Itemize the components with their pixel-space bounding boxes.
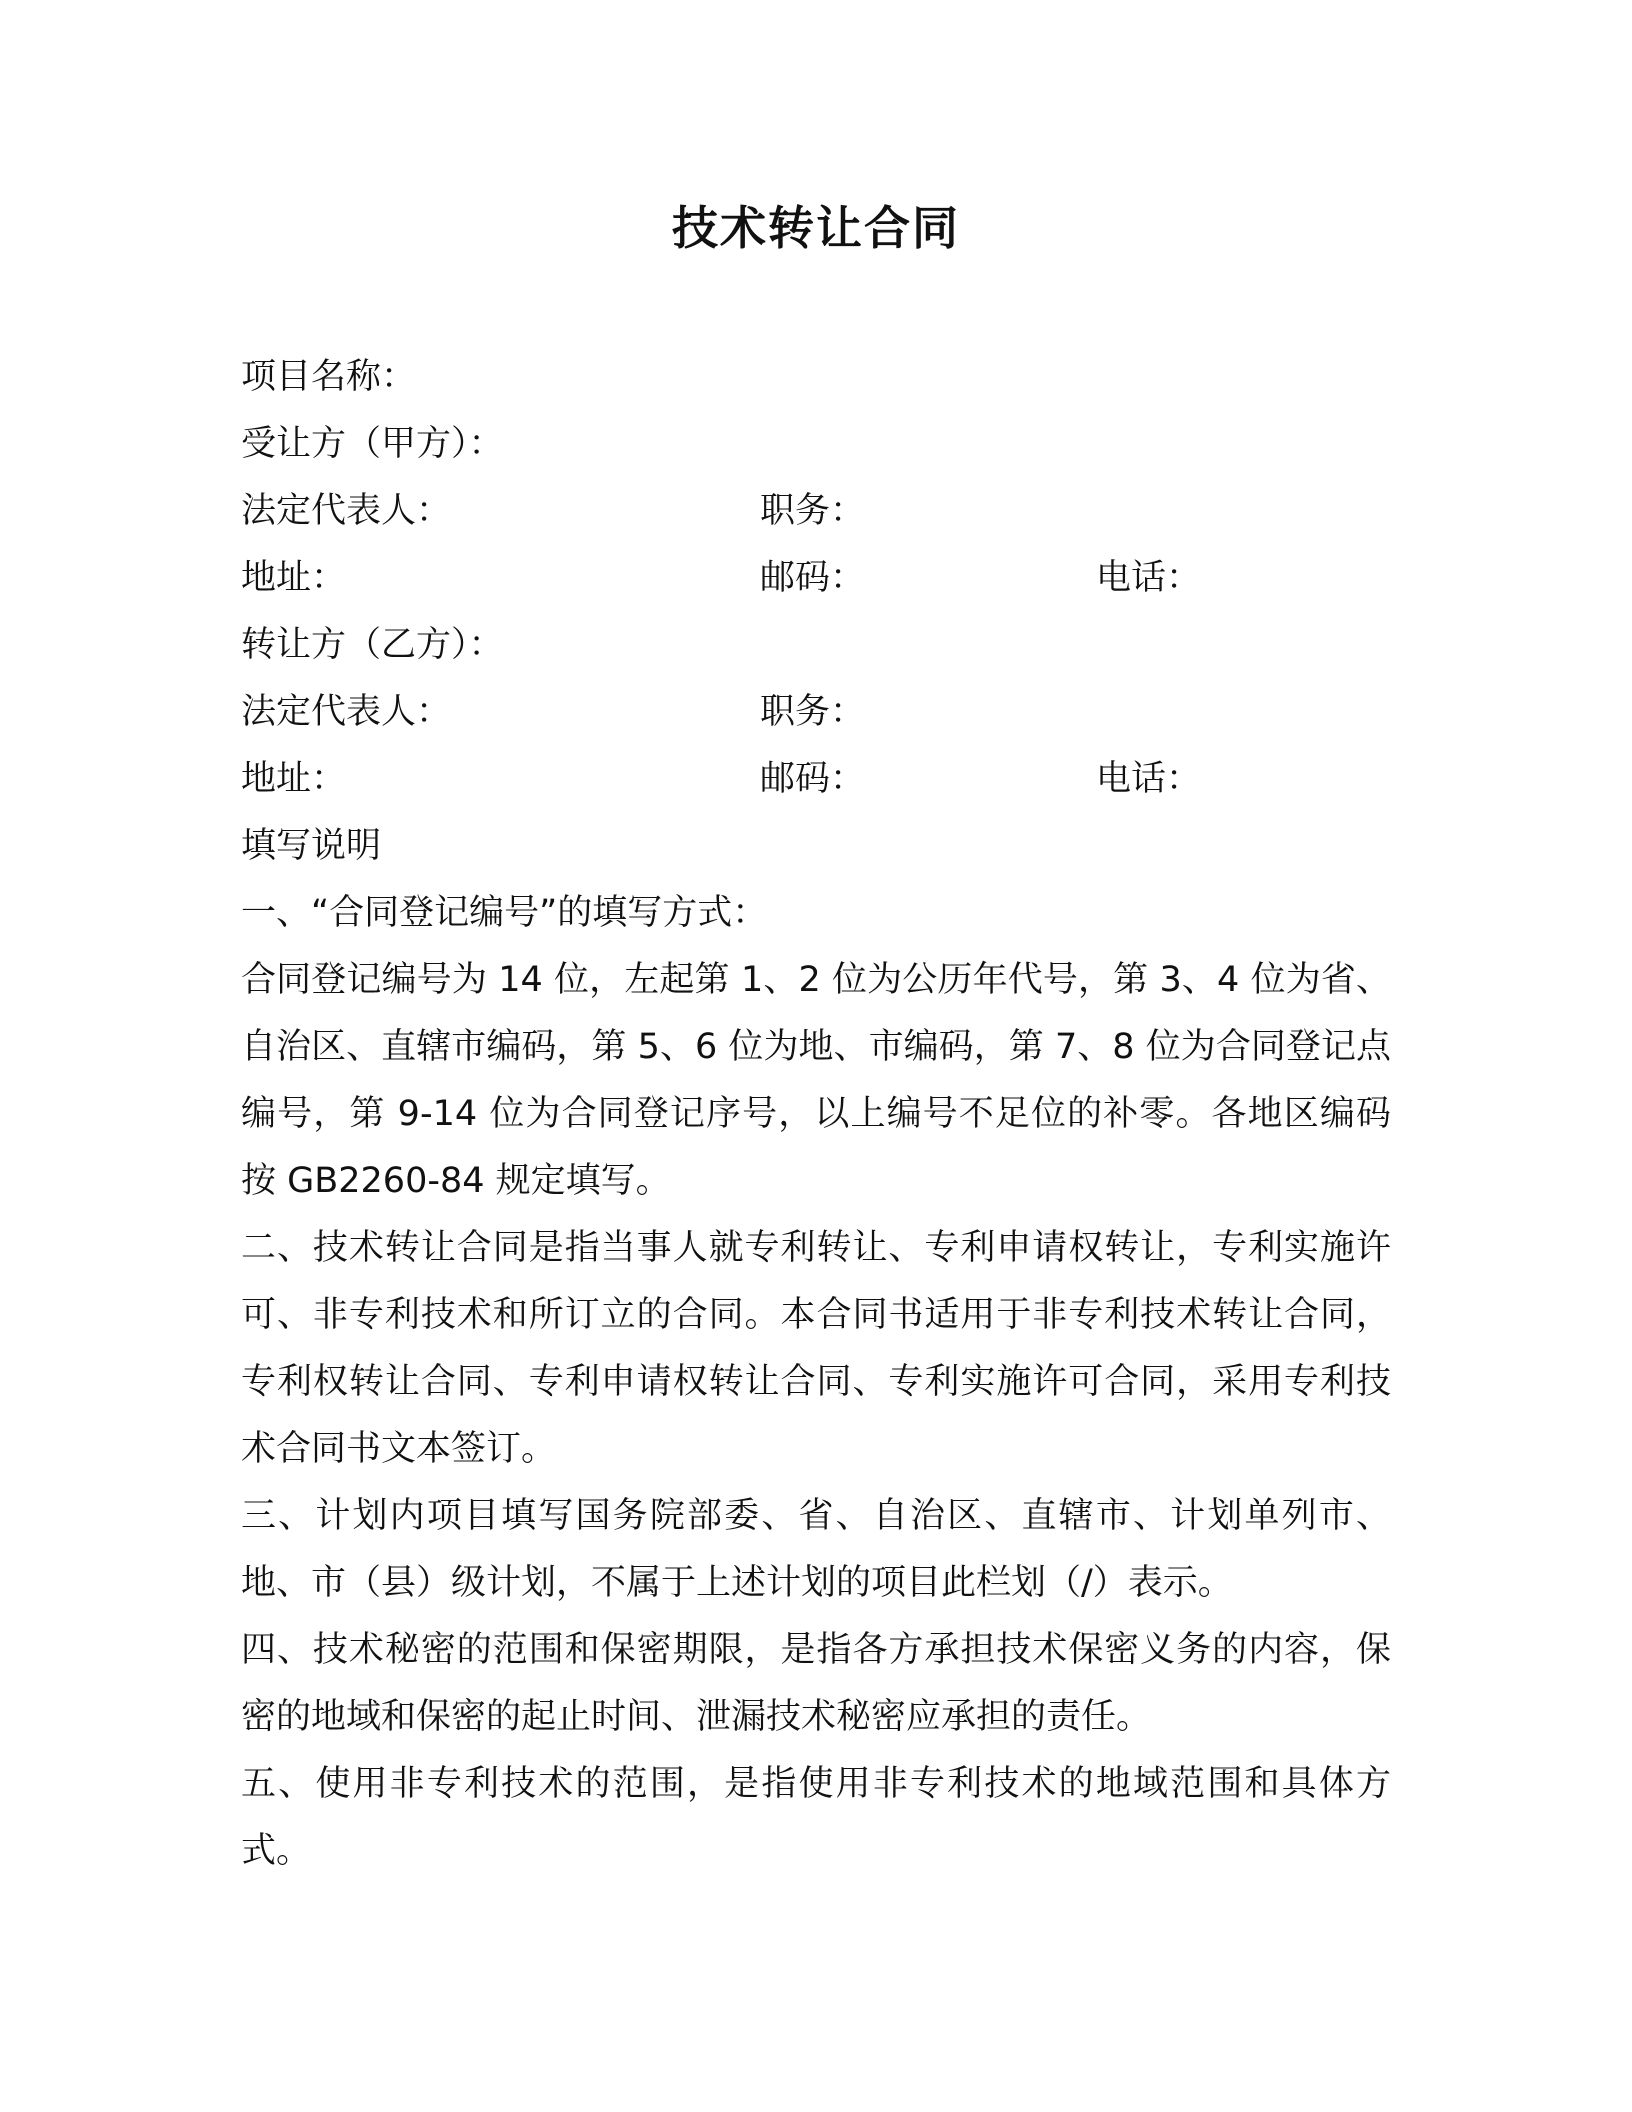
party-b-rep-label: 法定代表人：	[241, 692, 452, 732]
instruction-item3: 三、计划内项目填写国务院部委、省、自治区、直辖市、计划单列市、地、市（县）级计划，不属于上述计划的项目此栏划（/）表示。	[241, 1496, 1391, 1603]
instruction-item4: 四、技术秘密的范围和保密期限，是指各方承担技术保密义务的内容，保密的地域和保密的起止时间、泄漏技术秘密应承担的责任。	[241, 1630, 1391, 1737]
field-row-project	[241, 344, 1391, 411]
field-row-party-a-address	[241, 545, 1391, 612]
party-b-position-label: 职务：	[760, 692, 866, 732]
party-b-postcode-label: 邮码：	[760, 759, 866, 799]
document-title: 技术转让合同	[672, 201, 960, 255]
project-name-label: 项目名称：	[241, 357, 417, 397]
party-b-phone-label: 电话：	[1096, 759, 1202, 799]
field-row-party-a	[241, 411, 1391, 478]
party-a-phone-label: 电话：	[1096, 558, 1202, 598]
document-body	[241, 344, 1391, 1885]
party-a-postcode-label: 邮码：	[760, 558, 866, 598]
party-b-address-label: 地址：	[241, 759, 347, 799]
party-a-rep-label: 法定代表人：	[241, 491, 452, 531]
field-row-party-a-rep	[241, 478, 1391, 545]
instruction-item5: 五、使用非专利技术的范围，是指使用非专利技术的地域范围和具体方式。	[241, 1764, 1391, 1871]
field-row-party-b-rep	[241, 679, 1391, 746]
party-b-label: 转让方（乙方）：	[241, 625, 504, 665]
party-a-address-label: 地址：	[241, 558, 347, 598]
field-row-party-b	[241, 612, 1391, 679]
instruction-item2: 二、技术转让合同是指当事人就专利转让、专利申请权转让，专利实施许可、非专利技术和所订立的合同。本合同书适用于非专利技术转让合同，专利权转让合同、专利申请权转让合同、专利实施许可合同，采用专利技术合同书文本签订。	[241, 1228, 1391, 1469]
field-row-party-b-address	[241, 746, 1391, 813]
instruction-item1-text: 合同登记编号为 14 位，左起第 1、2 位为公历年代号，第 3、4 位为省、自治区、直辖市编码，第 5、6 位为地、市编码，第 7、8 位为合同登记点编号，第 9-14 位为合同登记序号，以上编号不足位的补零。各地区编码按 GB2260-84 规定填写。	[241, 960, 1391, 1201]
instruction-item1-title: 一、“合同登记编号”的填写方式：	[241, 893, 768, 933]
instructions-heading: 填写说明	[241, 826, 382, 866]
party-a-label: 受让方（甲方）：	[241, 424, 504, 464]
party-a-position-label: 职务：	[760, 491, 866, 531]
